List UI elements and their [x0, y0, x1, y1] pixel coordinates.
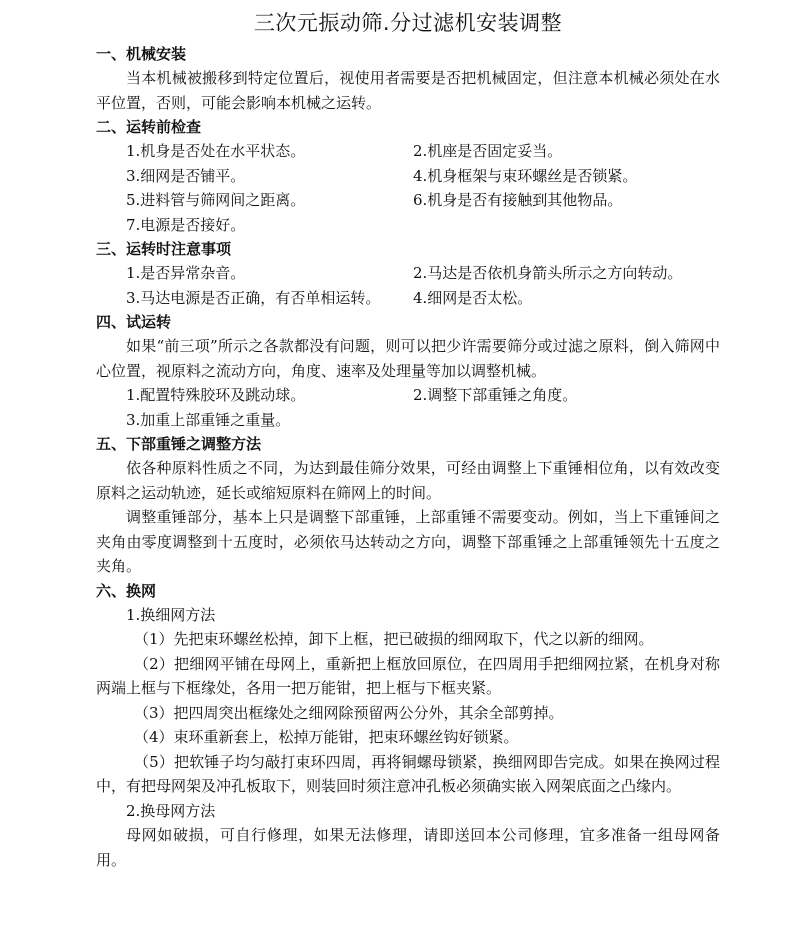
checklist-row — [96, 139, 720, 164]
paragraph: 当本机械被搬移到特定位置后，视使用者需要是否把机械固定，但注意本机械必须处在水平位置，否则，可能会影响本机械之运转。 — [96, 69, 720, 112]
procedure-step: （5）把软锤子均匀敲打束环四周，再将铜螺母锁紧，换细网即告完成。如果在换网过程中，有把母网架及冲孔板取下，则装回时须注意冲孔板必须确实嵌入网架底面之凸缘内。 — [96, 752, 720, 795]
section-trial-run — [96, 310, 720, 432]
checklist-item: 5.进料管与筛网间之距离。 — [126, 191, 306, 209]
checklist-item: 4.机身框架与束环螺丝是否锁紧。 — [413, 166, 638, 185]
checklist-item: 2.机座是否固定妥当。 — [413, 142, 563, 160]
section-heading: 四、试运转 — [96, 313, 172, 331]
checklist-row — [96, 383, 720, 408]
procedure-step: （3）把四周突出框缘处之细网除预留两公分外，其余全部剪掉。 — [134, 703, 564, 722]
section-weight-adjustment — [96, 432, 720, 579]
procedure-step: （1）先把束环螺丝松掉，卸下上框，把已破损的细网取下，代之以新的细网。 — [134, 630, 654, 648]
section-screen-replacement — [96, 579, 720, 873]
checklist-item: 2.马达是否依机身箭头所示之方向转动。 — [413, 264, 683, 282]
paragraph: 母网如破损，可自行修理，如果无法修理，请即送回本公司修理，宜多准备一组母网备用。 — [96, 826, 720, 869]
checklist-item: 2.调整下部重锤之角度。 — [413, 386, 578, 404]
checklist-row — [96, 286, 720, 311]
checklist-item: 4.细网是否太松。 — [413, 288, 533, 307]
section-heading: 六、换网 — [96, 581, 157, 600]
procedure-step: （4）束环重新套上，松掉万能钳，把束环螺丝钩好锁紧。 — [134, 728, 519, 746]
paragraph: 如果“前三项”所示之各款都没有问题，则可以把少许需要筛分或过滤之原料，倒入筛网中心位置，视原料之流动方向，角度、速率及处理量等加以调整机械。 — [96, 337, 720, 380]
checklist-row — [96, 188, 720, 213]
section-heading: 一、机械安装 — [96, 45, 187, 63]
checklist-row — [96, 164, 720, 189]
checklist-item: 3.马达电源是否正确，有否单相运转。 — [126, 288, 381, 307]
section-heading: 五、下部重锤之调整方法 — [96, 435, 262, 453]
checklist-row — [96, 261, 720, 286]
paragraph: 调整重锤部分，基本上只是调整下部重锤，上部重锤不需要变动。例如，当上下重锤间之夹角由零度调整到十五度时，必须依马达转动之方向，调整下部重锤之上部重锤领先十五度之夹角。 — [96, 508, 720, 575]
procedure-step: （2）把细网平铺在母网上，重新把上框放回原位，在四周用手把细网拉紧，在机身对称两端上框与下框缘处，各用一把万能钳，把上框与下框夹紧。 — [96, 654, 720, 697]
document-title: 三次元振动筛.分过滤机安装调整 — [253, 11, 563, 35]
subheading: 2.换母网方法 — [126, 801, 216, 820]
subheading: 1.换细网方法 — [126, 605, 216, 624]
section-pre-operation-check — [96, 115, 720, 237]
section-mechanical-installation — [96, 42, 720, 115]
checklist-item: 1.机身是否处在水平状态。 — [126, 142, 306, 160]
section-heading: 二、运转前检查 — [96, 118, 202, 136]
checklist-item: 1.是否异常杂音。 — [126, 264, 246, 282]
checklist-item: 6.机身是否有接触到其他物品。 — [413, 191, 623, 209]
checklist-item: 3.加重上部重锤之重量。 — [126, 410, 291, 429]
checklist-item: 1.配置特殊胶环及跳动球。 — [126, 386, 306, 404]
checklist-item: 7.电源是否接好。 — [126, 215, 246, 234]
checklist-item: 3.细网是否铺平。 — [126, 166, 246, 185]
section-operation-notes — [96, 237, 720, 310]
paragraph: 依各种原料性质之不同，为达到最佳筛分效果，可经由调整上下重锤相位角，以有效改变原料之运动轨迹，延长或缩短原料在筛网上的时间。 — [96, 459, 720, 502]
section-heading: 三、运转时注意事项 — [96, 240, 232, 258]
